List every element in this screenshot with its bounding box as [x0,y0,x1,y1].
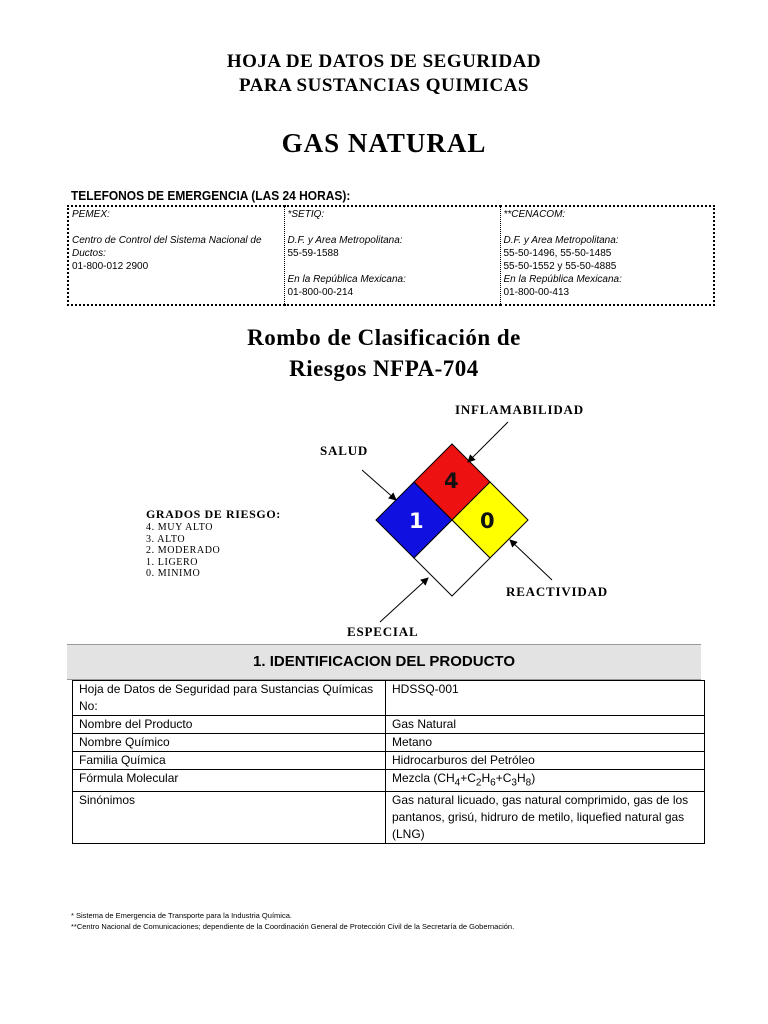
cenacom-cell [500,206,714,305]
nfpa-title-line2: Riesgos NFPA-704 [289,356,479,381]
table-row [73,770,705,792]
formula-part: H [516,771,526,785]
arrow-especial [380,578,428,622]
label-salud: SALUD [320,443,369,458]
table-row [73,792,705,844]
row-value: Gas Natural [386,716,705,734]
nfpa-health-value: 1 [409,509,424,533]
formula-part: +C [495,771,512,785]
row-label: Hoja de Datos de Seguridad para Sustancias Químicas No: [73,681,386,716]
row-label: Fórmula Molecular [73,770,386,792]
setiq-area-label: D.F. y Area Metropolitana: [287,235,403,246]
row-value: Hidrocarburos del Petróleo [386,752,705,770]
setiq-heading: *SETIQ: [287,209,325,220]
cenacom-republic-phone: 01-800-00-413 [503,287,570,298]
pemex-cell [68,206,284,305]
product-title: GAS NATURAL [281,128,487,158]
document-title-line1: HOJA DE DATOS DE SEGURIDAD [226,51,542,72]
row-value: HDSSQ-001 [386,681,705,716]
nfpa-flammability-value: 4 [444,469,459,493]
setiq-area-phone: 55-59-1588 [287,248,339,259]
footnote-cenacom: **Centro Nacional de Comunicaciones; dependiente de la Coordinación General de Protección Civil de la Secretaría de Gobernación. [71,922,515,931]
setiq-republic-label: En la República Mexicana: [287,274,406,285]
cenacom-heading: **CENACOM: [503,209,566,220]
row-value: Metano [386,734,705,752]
table-row [73,752,705,770]
arrow-salud [362,470,396,500]
table-row [73,734,705,752]
formula-sub: 2 [475,777,482,789]
row-value: Gas natural licuado, gas natural comprimido, gas de los pantanos, grisú, hidruro de metilo, liquefied natural gas (LNG) [386,792,705,844]
risk-grade-item: 4. MUY ALTO [146,522,214,533]
formula-sub: 4 [454,777,461,789]
formula-part: H [481,771,491,785]
emergency-phones-label: TELEFONOS DE EMERGENCIA (LAS 24 HORAS): [71,188,351,203]
formula-part: +C [460,771,476,785]
row-label: Sinónimos [73,792,386,844]
formula-part: ) [531,771,536,785]
nfpa-title-line1: Rombo de Clasificación de [247,325,521,350]
arrow-inflamabilidad [468,422,508,462]
row-label: Familia Química [73,752,386,770]
label-reactividad: REACTIVIDAD [506,584,608,599]
table-row [73,681,705,716]
section-1-header: 1. IDENTIFICACION DEL PRODUCTO [67,644,701,680]
label-inflamabilidad: INFLAMABILIDAD [455,402,584,417]
formula-sub: 8 [525,777,532,789]
formula-part: Mezcla (CH [392,771,455,785]
cenacom-area-label: D.F. y Area Metropolitana: [503,235,619,246]
pemex-control-center: Centro de Control del Sistema Nacional de Ductos: [72,235,262,259]
pemex-phone: 01-800-012 2900 [72,261,149,272]
emergency-phones-table [67,205,715,306]
risk-grade-item: 0. MINIMO [146,568,201,579]
risk-grade-item: 1. LIGERO [146,556,199,568]
risk-grades-list [146,522,220,580]
row-value-formula [386,770,705,792]
nfpa-reactivity-value: 0 [480,509,495,533]
document-title-line2: PARA SUSTANCIAS QUIMICAS [238,75,529,96]
cenacom-phones-1: 55-50-1496, 55-50-1485 [503,248,612,259]
row-label: Nombre del Producto [73,716,386,734]
risk-grade-item: 3. ALTO [146,533,186,545]
setiq-cell [284,206,500,305]
label-especial: ESPECIAL [347,624,419,639]
row-label: Nombre Químico [73,734,386,752]
pemex-heading: PEMEX: [72,209,110,220]
footnote-setiq: * Sistema de Emergencia de Transporte para la Industria Química. [71,911,292,920]
table-row [73,716,705,734]
nfpa-diamond [300,400,640,640]
formula-sub: 6 [490,777,496,789]
arrow-reactividad [510,540,552,580]
cenacom-phones-2: 55-50-1552 y 55-50-4885 [503,261,617,272]
identification-table [72,680,705,844]
risk-grade-item: 2. MODERADO [146,545,221,556]
formula-sub: 3 [511,777,517,789]
risk-grades-title: GRADOS DE RIESGO: [146,507,281,521]
cenacom-republic-label: En la República Mexicana: [503,274,622,285]
setiq-republic-phone: 01-800-00-214 [287,287,354,298]
